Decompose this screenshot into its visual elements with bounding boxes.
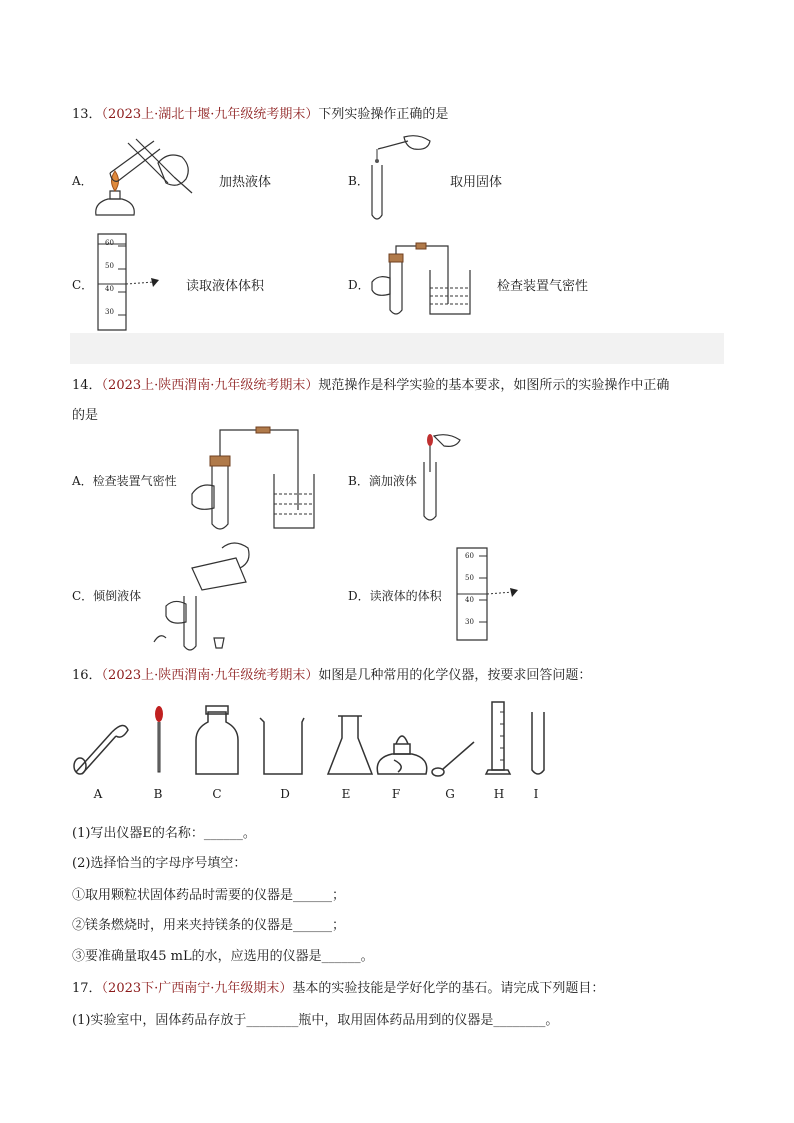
q13-heating-liquid-figure: [88, 133, 198, 223]
crucible-tongs-icon: [74, 725, 128, 774]
q16-stem: [72, 664, 591, 683]
q16-sub2: (2)选择恰当的字母序号填空：: [72, 856, 247, 871]
q16-label-g: G: [445, 787, 455, 801]
q14-option-c: C．倾倒液体: [72, 589, 142, 603]
q16-label-i: I: [533, 787, 539, 801]
q16-label-a: A: [93, 787, 103, 801]
q13-tick-60: 60: [105, 239, 114, 247]
q14-tick-60: 60: [465, 552, 474, 560]
wide-mouth-bottle-icon: [196, 706, 238, 774]
q16-sub2-3: ③要准确量取45 mL的水，应选用的仪器是______。: [72, 949, 374, 964]
q14-stem: [72, 374, 669, 393]
q13-option-a-caption: 加热液体: [219, 175, 272, 190]
q14-dropper-figure: [420, 432, 470, 527]
q14-stem-continued: 的是: [72, 408, 99, 423]
q14-airtightness-check-figure: [190, 424, 320, 534]
q13-source: （2023上·湖北十堰·九年级统考期末）: [101, 107, 319, 122]
q16-source: （2023上·陕西渭南·九年级统考期末）: [101, 668, 319, 683]
q13-option-c-letter: C．: [72, 278, 94, 292]
q16-sub1: (1)写出仪器E的名称：______。: [72, 826, 256, 841]
q17-sub1: (1)实验室中，固体药品存放于________瓶中，取用固体药品用到的仪器是________。: [72, 1013, 559, 1028]
separator-band: [70, 333, 724, 364]
q14-source: （2023上·陕西渭南·九年级统考期末）: [101, 378, 319, 393]
q16-label-b: B: [153, 787, 163, 801]
q17-stem: [72, 977, 604, 996]
beaker-icon: [260, 718, 304, 774]
q13-taking-solid-figure: [368, 133, 458, 223]
q16-number: 16．: [72, 668, 102, 683]
q13-option-b-letter: B．: [348, 174, 369, 188]
q13-option-d-caption: 检查装置气密性: [497, 279, 589, 294]
q16-label-f: F: [391, 787, 401, 801]
q13-tick-40: 40: [105, 285, 114, 293]
q13-option-d-letter: D．: [348, 278, 370, 292]
q16-instruments-figure: [72, 700, 552, 780]
q13-option-a-letter: A．: [72, 174, 93, 188]
q16-sub2-1: ①取用颗粒状固体药品时需要的仪器是______；: [72, 888, 346, 903]
q16-stem-text: 如图是几种常用的化学仪器，按要求回答问题：: [318, 668, 592, 683]
q13-stem: [72, 103, 448, 122]
q13-graduated-cylinder-figure: [96, 232, 166, 332]
q13-tick-50: 50: [105, 262, 114, 270]
q13-airtightness-check-figure: [370, 238, 480, 318]
graduated-cylinder-icon: [486, 702, 510, 774]
q16-sub2-2: ②镁条燃烧时，用来夹持镁条的仪器是______；: [72, 918, 346, 933]
q13-number: 13．: [72, 107, 102, 122]
q16-label-e: E: [341, 787, 351, 801]
alcohol-lamp-icon: [377, 736, 426, 774]
q14-tick-30: 30: [465, 618, 474, 626]
q14-option-a: A．检查装置气密性: [72, 474, 177, 488]
q14-option-b: B．滴加液体: [348, 474, 417, 488]
q16-label-h: H: [493, 787, 505, 801]
q14-stem-text: 规范操作是科学实验的基本要求，如图所示的实验操作中正确: [318, 378, 670, 393]
q16-label-c: C: [212, 787, 222, 801]
q14-graduated-cylinder-figure: [455, 546, 525, 642]
q14-pouring-liquid-figure: [152, 538, 262, 653]
q17-stem-text: 基本的实验技能是学好化学的基石。请完成下列题目：: [292, 981, 605, 996]
q13-option-b-caption: 取用固体: [450, 175, 503, 190]
q17-number: 17．: [72, 981, 102, 996]
q13-tick-30: 30: [105, 308, 114, 316]
q14-number: 14．: [72, 378, 102, 393]
q13-option-c-caption: 读取液体体积: [186, 279, 265, 294]
q16-label-d: D: [280, 787, 290, 801]
q14-option-d: D．读液体的体积: [348, 589, 442, 603]
conical-flask-icon: [328, 716, 372, 774]
test-tube-icon: [532, 712, 544, 774]
medicine-spoon-icon: [432, 742, 474, 776]
q14-tick-40: 40: [465, 596, 474, 604]
q13-stem-text: 下列实验操作正确的是: [318, 107, 449, 122]
q17-source: （2023下·广西南宁·九年级期末）: [101, 981, 293, 996]
q14-tick-50: 50: [465, 574, 474, 582]
dropper-icon: [155, 706, 163, 772]
